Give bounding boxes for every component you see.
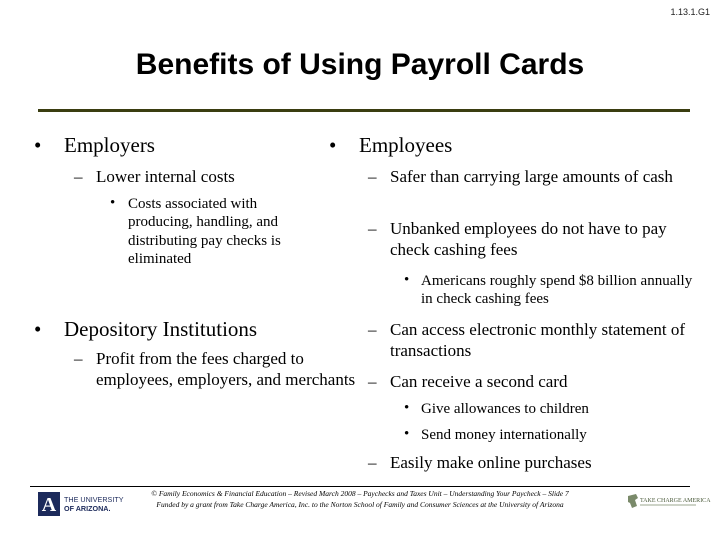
slide-id: 1.13.1.G1 [670, 7, 710, 17]
bullet-dot: • [404, 400, 410, 416]
bullet-dash: – [368, 219, 377, 238]
depository-heading: Depository Institutions [64, 317, 258, 341]
employers-subitem-text: Costs associated with producing, handling, and distributing pay checks is eliminated [128, 196, 281, 267]
bullet-dash: – [74, 349, 83, 368]
bullet-dash: – [368, 167, 377, 186]
bullet-dash: – [368, 372, 377, 391]
bullet-dot: • [404, 426, 410, 442]
footer-divider [30, 486, 690, 487]
footer-text [100, 489, 620, 511]
employees-item-text: Unbanked employees do not have to pay check cashing fees [390, 219, 667, 259]
employees-subitem-text: Americans roughly spend $8 billion annually in check cashing fees [421, 273, 693, 308]
footer-line1: © Family Economics & Financial Education – Revised March 2008 – Paychecks and Taxes Unit – Understanding Your Paycheck – Slide 7 [151, 489, 569, 498]
employers-heading: Employers [64, 133, 155, 157]
footer-line2: Funded by a grant from Take Charge America, Inc. to the Norton School of Family and Consumer Sciences at the University of Arizona [156, 499, 564, 509]
title-divider [38, 109, 690, 112]
employees-heading: Employees [359, 133, 453, 157]
slide-title: Benefits of Using Payroll Cards [135, 48, 585, 81]
take-charge-america-logo [626, 490, 711, 516]
logo-text: TAKE CHARGE AMERICA [640, 498, 711, 504]
bullet-dot: • [329, 133, 337, 157]
employees-item-text: Can access electronic monthly statement of transactions [390, 320, 686, 360]
bullet-dash: – [368, 320, 377, 339]
employees-item-text: Can receive a second card [390, 372, 568, 391]
employees-subitem-text: Give allowances to children [421, 401, 589, 417]
bullet-dot: • [34, 133, 42, 157]
bullet-dash: – [74, 167, 83, 186]
employers-item-text: Lower internal costs [96, 167, 235, 186]
logo-line2: OF ARIZONA. [64, 504, 111, 513]
employees-item-text: Safer than carrying large amounts of cash [390, 167, 673, 186]
logo-line1: THE UNIVERSITY [64, 495, 124, 504]
employees-subitem-text: Send money internationally [421, 427, 587, 443]
depository-item-text: Profit from the fees charged to employees, employers, and merchants [96, 349, 356, 389]
svg-text:A: A [41, 494, 57, 516]
bullet-dot: • [110, 195, 116, 211]
bullet-dash: – [368, 453, 377, 472]
bullet-dot: • [404, 272, 410, 288]
bullet-dot: • [34, 317, 42, 341]
employees-item-text: Easily make online purchases [390, 453, 592, 472]
